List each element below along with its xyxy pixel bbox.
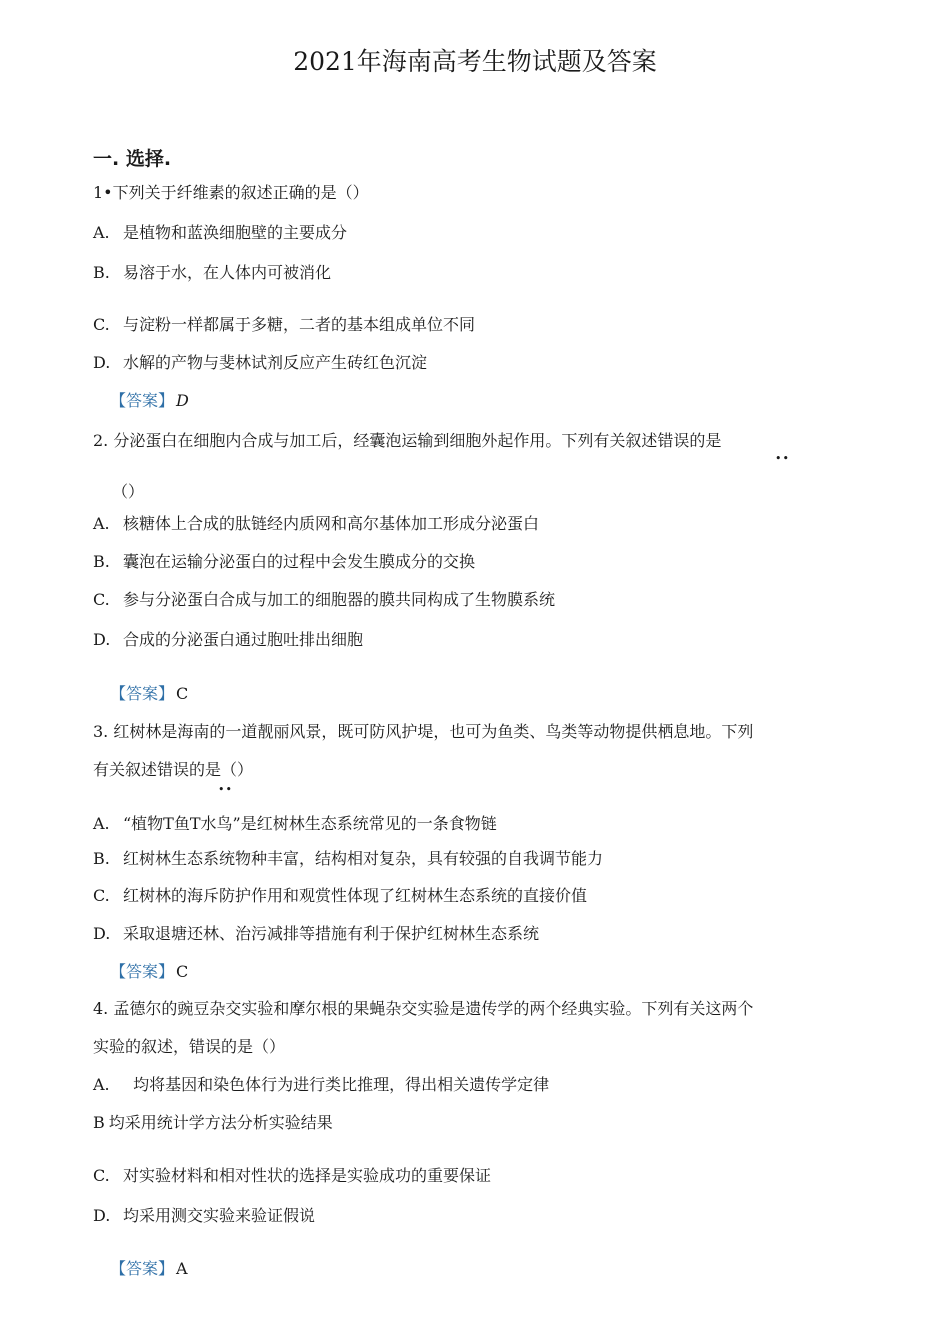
question-4-stem-line-2: 实验的叙述，错误的是（） xyxy=(93,1037,286,1056)
question-4-option-d: D. 均采用测交实验来验证假说 xyxy=(93,1206,316,1225)
question-1-option-a: A. 是植物和蓝涣细胞壁的主要成分 xyxy=(93,223,348,242)
question-1-stem: 1•下列关于纤维素的叙述正确的是（） xyxy=(93,183,369,202)
emphasis-dots: •• xyxy=(218,783,233,796)
question-2-option-c: C. 参与分泌蛋白合成与加工的细胞器的膜共同构成了生物膜系统 xyxy=(93,590,556,609)
question-3-stem-line-1: 3. 红树林是海南的一道靓丽风景，既可防风护堤，也可为鱼类、鸟类等动物提供栖息地。下列 xyxy=(93,722,754,741)
question-1-answer: 【答案】 D xyxy=(110,391,189,410)
question-3-option-c: C. 红树林的海斥防护作用和观赏性体现了红树林生态系统的直接价值 xyxy=(93,886,588,905)
question-3-answer: 【答案】 C xyxy=(110,962,189,981)
question-3-option-d: D. 采取退塘还林、治污减排等措施有利于保护红树林生态系统 xyxy=(93,924,540,943)
question-2-option-d: D. 合成的分泌蛋白通过胞吐排出细胞 xyxy=(93,630,364,649)
question-4-option-a: A. 均将基因和染色体行为进行类比推理，得出相关遗传学定律 xyxy=(93,1075,550,1094)
question-2-option-b: B. 囊泡在运输分泌蛋白的过程中会发生膜成分的交换 xyxy=(93,552,476,571)
question-1-option-d: D. 水解的产物与斐林试剂反应产生砖红色沉淀 xyxy=(93,353,428,372)
page-title: 2021年海南高考生物试题及答案 xyxy=(293,47,657,76)
question-2-stem-line-1: 2. 分泌蛋白在细胞内合成与加工后，经囊泡运输到细胞外起作用。下列有关叙述错误的是 xyxy=(93,431,722,450)
section-heading: 一. 选择. xyxy=(93,148,172,170)
question-2-stem-line-2: （） xyxy=(112,482,145,501)
question-3-option-a: A. “植物T鱼T水鸟”是红树林生态系统常见的一条食物链 xyxy=(93,814,497,833)
question-3-stem-line-2: 有关叙述错误的是（） xyxy=(93,760,254,779)
question-4-answer: 【答案】 A xyxy=(110,1259,188,1278)
emphasis-dots: •• xyxy=(775,452,790,465)
question-2-option-a: A. 核糖体上合成的肽链经内质网和高尔基体加工形成分泌蛋白 xyxy=(93,514,540,533)
question-1-option-b: B. 易溶于水，在人体内可被消化 xyxy=(93,263,332,282)
question-2-answer: 【答案】 C xyxy=(110,684,189,703)
question-4-option-c: C. 对实验材料和相对性状的选择是实验成功的重要保证 xyxy=(93,1166,492,1185)
question-1-option-c: C. 与淀粉一样都属于多糖，二者的基本组成单位不同 xyxy=(93,315,476,334)
question-3-option-b: B. 红树林生态系统物种丰富，结构相对复杂，具有较强的自我调节能力 xyxy=(93,849,604,868)
question-4-option-b: B 均采用统计学方法分析实验结果 xyxy=(93,1113,333,1132)
question-4-stem-line-1: 4. 孟德尔的豌豆杂交实验和摩尔根的果蝇杂交实验是遗传学的两个经典实验。下列有关这两个 xyxy=(93,999,754,1018)
